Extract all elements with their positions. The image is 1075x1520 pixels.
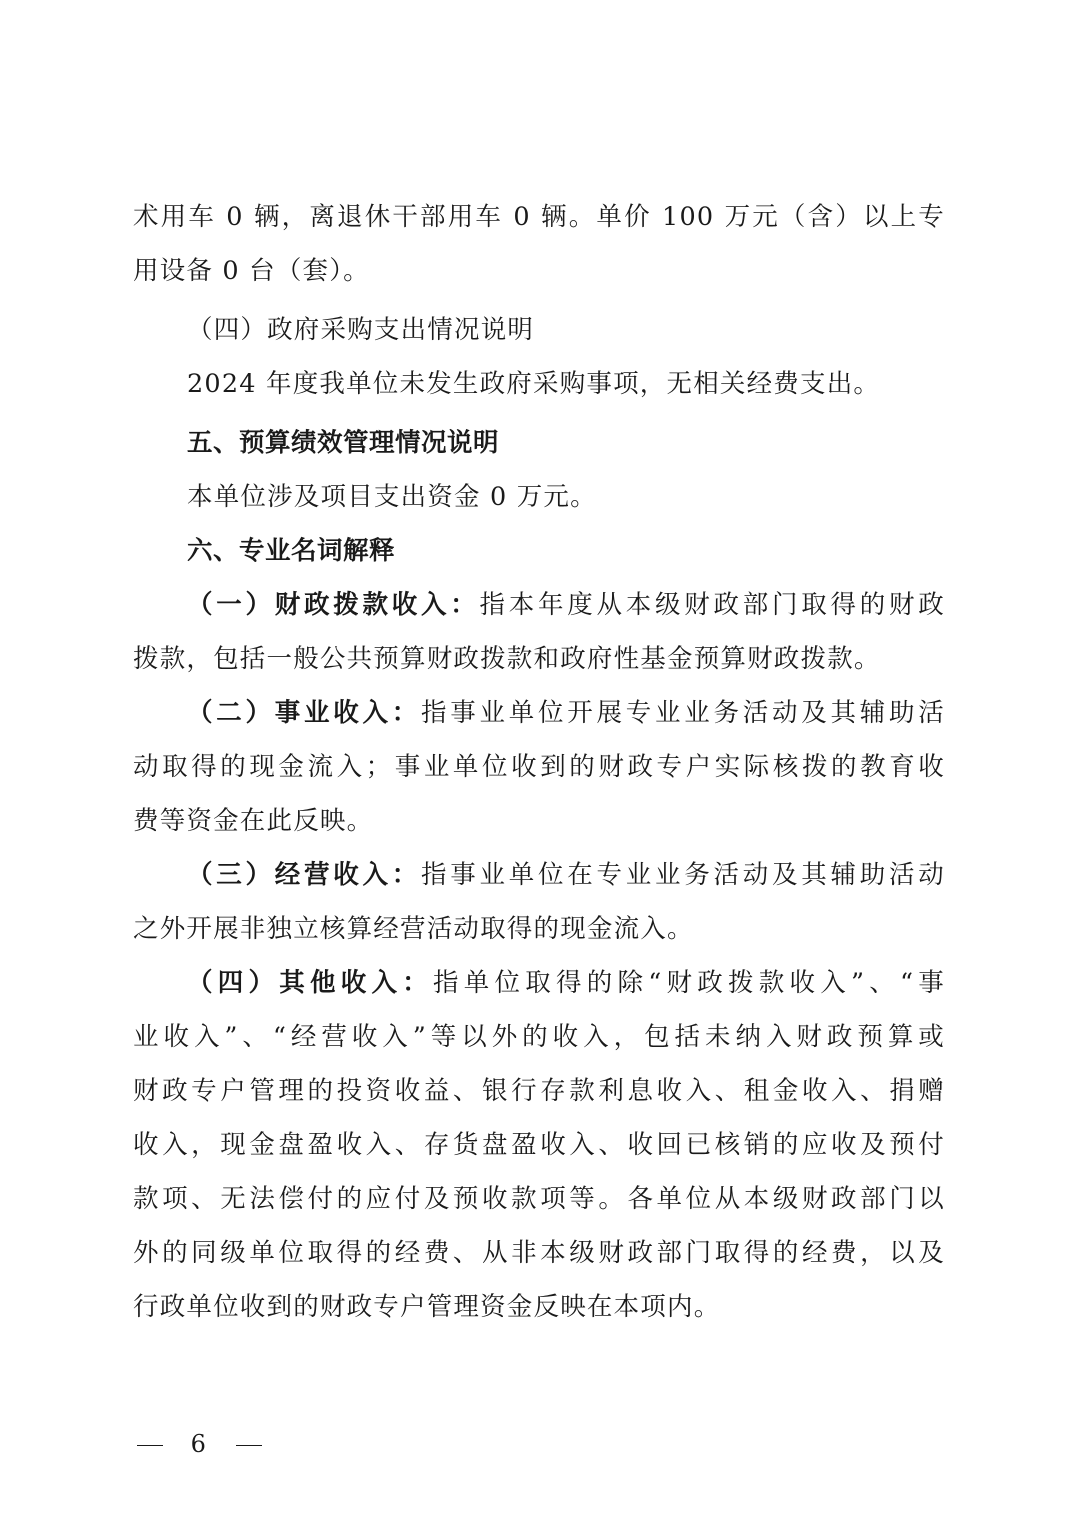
section-title-glossary: 六、专业名词解释 xyxy=(187,536,396,566)
glossary-term-line xyxy=(133,956,945,1010)
glossary-term-line xyxy=(133,578,945,632)
glossary-term-line xyxy=(133,686,945,740)
page-number: 6 xyxy=(190,1430,208,1458)
footer-dash-left xyxy=(137,1445,163,1446)
term-definition: 指本年度从本级财政部门取得的财政 xyxy=(479,590,946,620)
paragraph-line: 业收入”、“经营收入”等以外的收入，包括未纳入财政预算或 xyxy=(133,1022,945,1052)
glossary-term: （四）其他收入 xyxy=(187,968,403,998)
paragraph-line: 行政单位收到的财政专户管理资金反映在本项内。 xyxy=(133,1292,721,1322)
paragraph-line: 术用车 0 辆，离退休干部用车 0 辆。单价 100 万元（含）以上专 xyxy=(133,202,945,232)
paragraph-line: 本单位涉及项目支出资金 0 万元。 xyxy=(187,482,597,512)
term-definition: 指单位取得的除“财政拨款收入”、“事 xyxy=(432,968,945,998)
paragraph-line: 用设备 0 台（套）。 xyxy=(133,256,370,286)
term-definition: 指事业单位开展专业业务活动及其辅助活 xyxy=(421,698,946,728)
document-page xyxy=(133,190,945,1334)
paragraph-line: 收入，现金盘盈收入、存货盘盈收入、收回已核销的应收及预付 xyxy=(133,1130,945,1160)
paragraph-line: 费等资金在此反映。 xyxy=(133,806,374,836)
glossary-term: （二）事业收入 xyxy=(187,698,392,728)
section-title-performance: 五、预算绩效管理情况说明 xyxy=(187,428,500,458)
term-colon: ： xyxy=(391,698,422,728)
term-colon: ： xyxy=(450,590,480,620)
glossary-term: （一）财政拨款收入 xyxy=(187,590,451,620)
paragraph-line: 动取得的现金流入；事业单位收到的财政专户实际核拨的教育收 xyxy=(133,752,945,782)
glossary-term: （三）经营收入 xyxy=(187,860,392,890)
paragraph-line: 财政专户管理的投资收益、银行存款利息收入、租金收入、捐赠 xyxy=(133,1076,945,1106)
footer-dash-right xyxy=(236,1445,262,1446)
paragraph-line: 外的同级单位取得的经费、从非本级财政部门取得的经费，以及 xyxy=(133,1238,945,1268)
paragraph-line: 款项、无法偿付的应付及预收款项等。各单位从本级财政部门以 xyxy=(133,1184,945,1214)
paragraph-line: 2024 年度我单位未发生政府采购事项，无相关经费支出。 xyxy=(187,369,881,399)
paragraph-line: 之外开展非独立核算经营活动取得的现金流入。 xyxy=(133,914,694,944)
term-colon: ： xyxy=(402,968,433,998)
subsection-title-procurement: （四）政府采购支出情况说明 xyxy=(187,315,535,345)
glossary-term-line xyxy=(133,848,945,902)
paragraph-line: 拨款，包括一般公共预算财政拨款和政府性基金预算财政拨款。 xyxy=(133,644,881,674)
page-footer xyxy=(133,1430,266,1458)
term-colon: ： xyxy=(391,860,422,890)
term-definition: 指事业单位在专业业务活动及其辅助活动 xyxy=(421,860,946,890)
